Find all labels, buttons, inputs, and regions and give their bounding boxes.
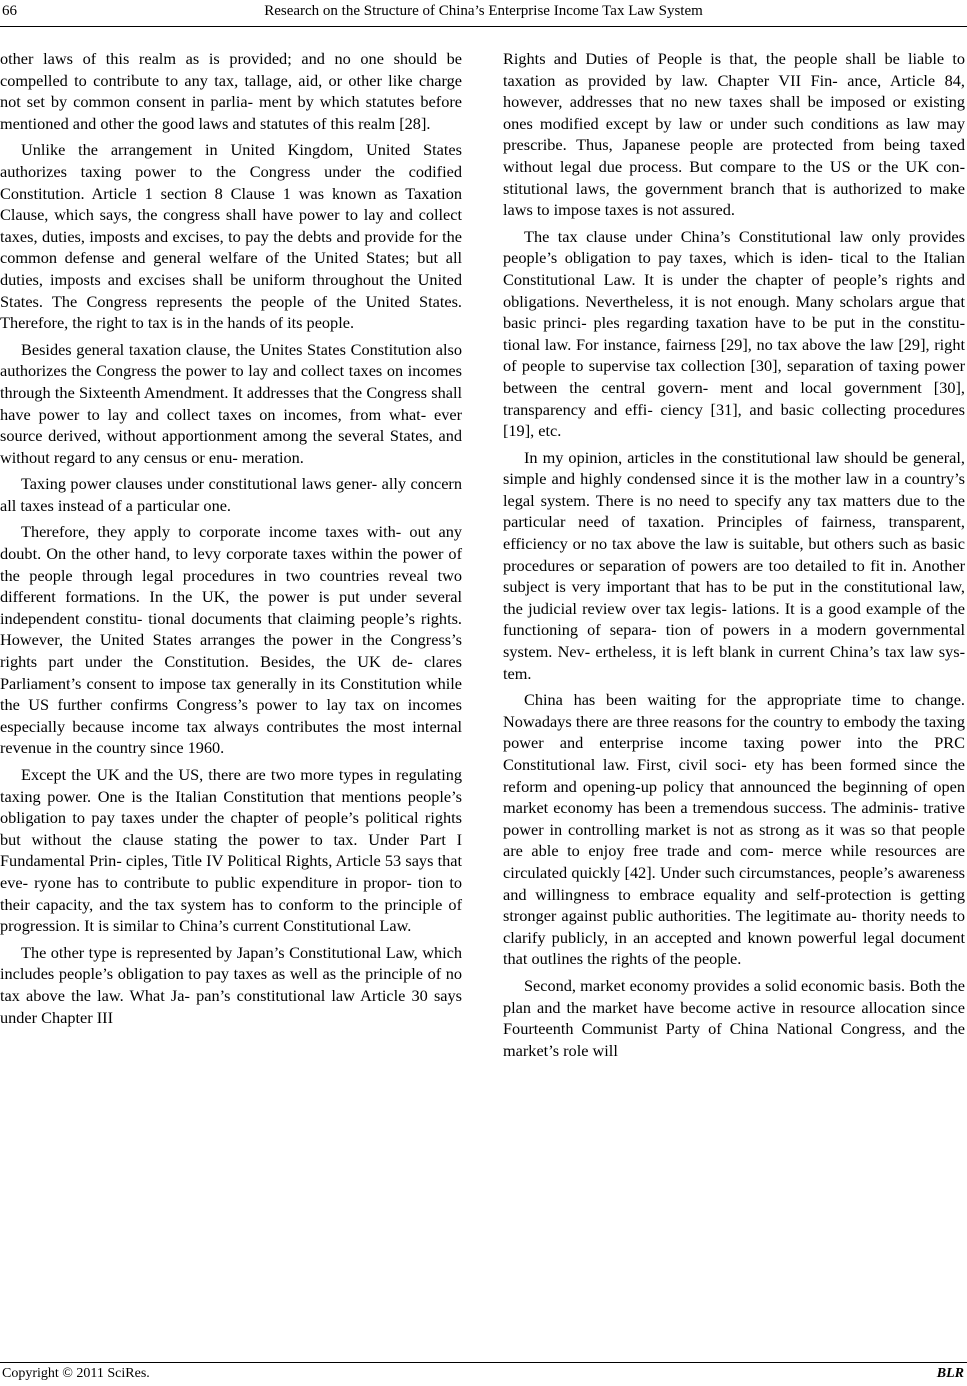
paragraph: Therefore, they apply to corporate income taxes with- out any doubt. On the other hand, to levy corporate taxes within the power of the people through legal procedures in two countries reveal two different formations. In the UK, the power is put under several independent constitu- tional documents that claiming people’s rights. However, the United States arranges the power in the Congress’s rights part under the Constitution. Besides, the UK de- clares Parliament’s consent to impose tax generally in its Constitution while the US further confirms Congress’s power to lay tax on incomes especially because income tax always contributes the most internal revenue in the country since 1960. — [0, 522, 462, 758]
paragraph: China has been waiting for the appropriate time to change. Nowadays there are three reasons for the country to embody the taxing power and enterprise income taxing power into the PRC Constitutional law. First, civil soci- ety has been formed since the reform and opening-up policy that announced the beginning of open market economy has been a tremendous success. The adminis- trative power in controlling market is not as strong as it was so that people are able to enjoy free trade and com- merce while resources are circulated quickly [42]. Under such circumstances, people’s awareness and willingness to embrace equality and self-protection is getting stronger against public authorities. The legitimate au- thority needs to clarify publicly, in an accepted and known powerful legal document that outlines the rights of the people. — [503, 690, 965, 969]
running-title: Research on the Structure of China’s Enterprise Income Tax Law System — [264, 3, 703, 19]
paragraph: Except the UK and the US, there are two more types in regulating taxing power. One is the Italian Constitution that mentions people’s obligation to pay taxes under the chapter of people’s political rights but without the clause stating the power to tax. Under Part I Fundamental Prin- ciples, Title IV Political Rights, Article 53 says that eve- ryone has to contribute to public expenditure in propor- tion to their capacity, and the tax system has to conform to the principle of progression. It is similar to China’s current Constitutional Law. — [0, 765, 462, 936]
footer-rule — [0, 1362, 967, 1363]
header-rule — [0, 26, 967, 27]
paragraph: Besides general taxation clause, the Unites States Constitution also authorizes the Congress the power to lay and collect taxes on incomes through the Sixteenth Amendment. It addresses that the Congress shall have power to lay and collect taxes on incomes, from what- ever source derived, without apportionment among the several States, and without regard to any census or enu- meration. — [0, 339, 462, 467]
right-column — [503, 48, 965, 1066]
paragraph: In my opinion, articles in the constitutional law should be general, simple and highly condensed since it is the mother law in a country’s legal system. There is no need to specify any tax matters due to the particular need of taxation. Principles of fairness, transparent, efficiency or no tax above the law is suitable, but others such as basic procedures or separation of powers are too detailed to fit in. Another subject is very important that has to be put in the constitutional law, the judicial review over tax legis- lations. It is a good example of the functioning of separa- tion of powers in a modern governmental system. Nev- ertheless, it is left blank in current China’s tax law sys- tem. — [503, 447, 965, 683]
paragraph: Taxing power clauses under constitutional laws gener- ally concern all taxes instead of a particular one. — [0, 474, 462, 515]
page-footer — [0, 1366, 967, 1386]
paragraph: The tax clause under China’s Constitutional law only provides people’s obligation to pay taxes, which is iden- tical to the Italian Constitutional Law. It is under the chapter of people’s rights and obligations. Nevertheless, it is not enough. Many scholars argue that basic princi- ples regarding taxation have to be put in the constitu- tional law. For instance, fairness [29], no tax above the law [29], right of people to supervise tax collection [30], separation of taxing power between the central govern- ment and local government [30], transparency and effi- ciency [31], and basic collecting procedures [19], etc. — [503, 226, 965, 441]
page-header — [0, 0, 967, 28]
page-number: 66 — [2, 3, 17, 19]
paragraph: Rights and Duties of People is that, the people shall be liable to taxation as provided by law. Chapter VII Fin- ance, Article 84, however, addresses that no new taxes shall be imposed or existing ones modified except by law or under such conditions as law may prescribe. Thus, Japanese people are protected from being taxed without legal due process. But compare to the US or the UK con- stitutional laws, the government branch that is authorized to make laws to impose taxes is not assured. — [503, 49, 965, 220]
journal-abbreviation: BLR — [936, 1366, 964, 1381]
paragraph: Unlike the arrangement in United Kingdom, United States authorizes taxing power to the Congress under the codified Constitution. Article 1 section 8 Clause 1 was known as Taxation Clause, which says, the congress shall have power to lay and collect taxes, duties, imposts and excises, to pay the debts and provide for the common defense and general welfare of the United States; but all duties, imposts and excises shall be uniform throughout the United States. The Congress represents the people of the United States. Therefore, the right to tax is in the hands of its people. — [0, 140, 462, 333]
paragraph: The other type is represented by Japan’s Constitutional Law, which includes people’s obligation to pay taxes as well as the principle of no tax above the law. What Ja- pan’s constitutional law Article 30 says under Chapter III — [0, 942, 462, 1027]
copyright-notice: Copyright © 2011 SciRes. — [2, 1366, 150, 1381]
left-column — [0, 48, 462, 1033]
paragraph: other laws of this realm as is provided; and no one should be compelled to contribute to any tax, tallage, aid, or other like charge not set by common consent in parlia- ment by which statutes before mentioned and other the good laws and statutes of this realm [28]. — [0, 49, 462, 133]
paragraph: Second, market economy provides a solid economic basis. Both the plan and the market have become active in resource allocation since Fourteenth Communist Party of China National Congress, and the market’s role will — [503, 975, 965, 1060]
